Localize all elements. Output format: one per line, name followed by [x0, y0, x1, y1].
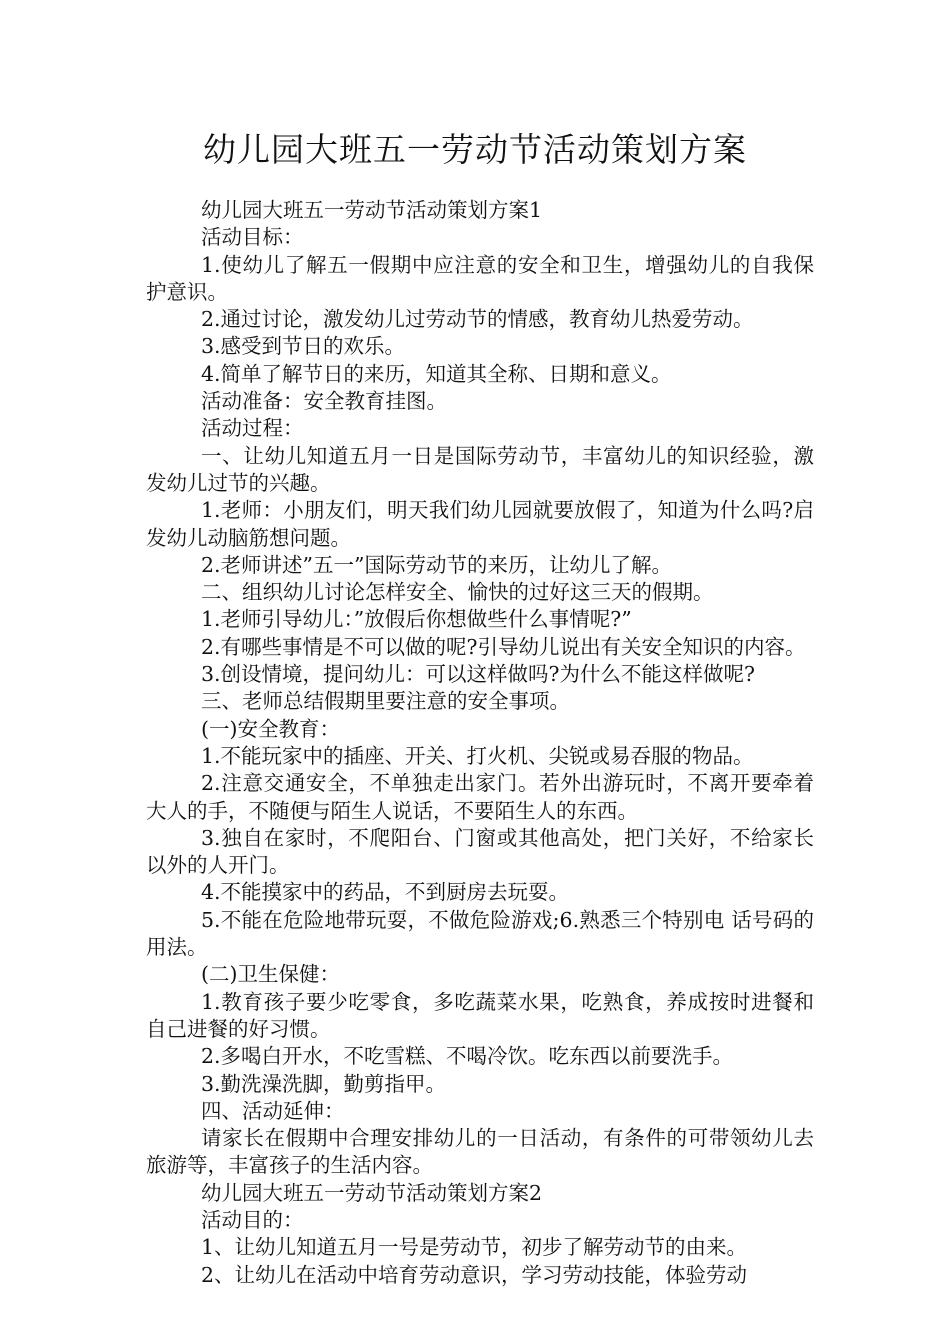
paragraph-goal-4: 4.简单了解节日的来历，知道其全称、日期和意义。 — [201, 361, 672, 386]
paragraph-section-1-item-2: 2.老师讲述”五一”国际劳动节的来历，让幼儿了解。 — [201, 552, 673, 577]
paragraph-goal-2: 2.通过讨论，激发幼儿过劳动节的情感，教育幼儿热爱劳动。 — [201, 307, 754, 332]
paragraph-section-4: 四、活动延伸： — [201, 1098, 345, 1123]
paragraph-purpose-label: 活动目的： — [201, 1207, 304, 1232]
paragraph-section-3: 三、老师总结假期里要注意的安全事项。 — [201, 689, 570, 714]
paragraph-hygiene-1: 1.教育孩子要少吃零食，多吃蔬菜水果，吃熟食，养成按时进餐和自己进餐的好习惯。 — [146, 989, 814, 1041]
paragraph-safety-5: 5.不能在危险地带玩耍，不做危险游戏;6.熟悉三个特别电 话号码的用法。 — [146, 907, 814, 960]
paragraph-section-2-item-2: 2.有哪些事情是不可以做的呢?引导幼儿说出有关安全知识的内容。 — [201, 634, 806, 659]
paragraph-goal-1: 1.使幼儿了解五一假期中应注意的安全和卫生，增强幼儿的自我保护意识。 — [146, 252, 814, 304]
paragraph-plan-2-heading: 幼儿园大班五一劳动节活动策划方案2 — [201, 1180, 543, 1205]
paragraph-goals-label: 活动目标： — [201, 225, 304, 250]
paragraph-section-2-item-3: 3.创设情境，提问幼儿：可以这样做吗?为什么不能这样做呢? — [201, 662, 756, 687]
document-body — [146, 197, 814, 1289]
paragraph-safety-2: 2.注意交通安全，不单独走出家门。若外出游玩时，不离开要牵着大人的手，不随便与陌生人说话，不要陌生人的东西。 — [146, 771, 814, 823]
paragraph-hygiene-label: (二)卫生保健： — [201, 962, 340, 987]
paragraph-extension: 请家长在假期中合理安排幼儿的一日活动，有条件的可带领幼儿去旅游等，丰富孩子的生活内容。 — [146, 1126, 814, 1178]
paragraph-process-label: 活动过程： — [201, 416, 304, 441]
paragraph-section-2: 二、组织幼儿讨论怎样安全、愉快的过好这三天的假期。 — [201, 580, 714, 605]
document-title: 幼儿园大班五一劳动节活动策划方案 — [203, 130, 747, 169]
paragraph-safety-4: 4.不能摸家中的药品，不到厨房去玩耍。 — [201, 880, 570, 905]
paragraph-hygiene-3: 3.勤洗澡洗脚，勤剪指甲。 — [201, 1071, 447, 1096]
paragraph-plan-1-heading: 幼儿园大班五一劳动节活动策划方案1 — [201, 198, 543, 222]
paragraph-section-1: 一、让幼儿知道五月一日是国际劳动节，丰富幼儿的知识经验，激发幼儿过节的兴趣。 — [146, 443, 814, 495]
paragraph-safety-label: (一)安全教育： — [201, 716, 340, 741]
paragraph-purpose-2: 2、让幼儿在活动中培育劳动意识，学习劳动技能，体验劳动 — [201, 1262, 748, 1287]
paragraph-section-2-item-1: 1.老师引导幼儿：”放假后你想做些什么事情呢?” — [201, 607, 632, 632]
paragraph-safety-3: 3.独自在家时，不爬阳台、门窗或其他高处，把门关好，不给家长以外的人开门。 — [146, 825, 814, 878]
paragraph-goal-3: 3.感受到节日的欢乐。 — [201, 334, 406, 359]
paragraph-hygiene-2: 2.多喝白开水，不吃雪糕、不喝冷饮。吃东西以前要洗手。 — [201, 1044, 734, 1069]
paragraph-safety-1: 1.不能玩家中的插座、开关、打火机、尖锐或易吞服的物品。 — [201, 743, 754, 768]
paragraph-purpose-1: 1、让幼儿知道五月一号是劳动节，初步了解劳动节的由来。 — [201, 1235, 748, 1260]
paragraph-section-1-item-1: 1.老师：小朋友们，明天我们幼儿园就要放假了，知道为什么吗?启发幼儿动脑筋想问题。 — [146, 498, 814, 550]
paragraph-preparation: 活动准备：安全教育挂图。 — [201, 389, 447, 414]
